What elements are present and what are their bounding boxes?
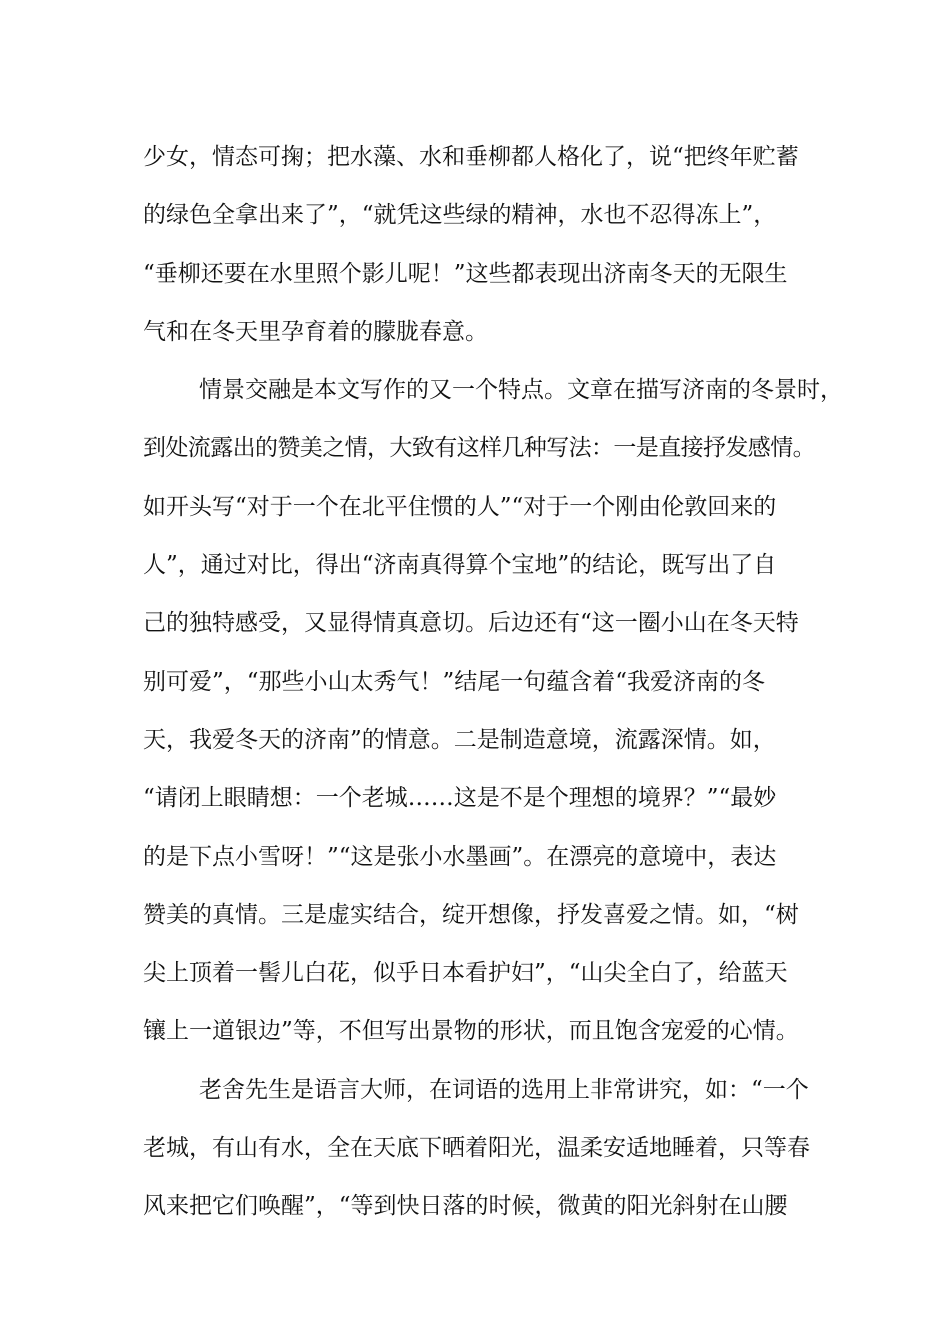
text-line: “请闭上眼睛想：一个老城……这是不是个理想的境界？”“最妙 <box>143 785 777 812</box>
text-line: 老城，有山有水，全在天底下晒着阳光，温柔安适地睡着，只等春 <box>143 1135 810 1162</box>
text-line: 气和在冬天里孕育着的朦胧春意。 <box>143 318 488 345</box>
text-line: 的是下点小雪呀！”“这是张小水墨画”。在漂亮的意境中，表达 <box>143 843 777 870</box>
text-line: 的绿色全拿出来了”，“就凭这些绿的精神，水也不忍得冻上”， <box>143 202 777 229</box>
body-text <box>143 128 843 1236</box>
text-line: 别可爱”，“那些小山太秀气！”结尾一句蕴含着“我爱济南的冬 <box>143 668 766 695</box>
text-line: 少女，情态可掬；把水藻、水和垂柳都人格化了，说“把终年贮蓄 <box>143 144 799 170</box>
text-line: 赞美的真情。三是虚实结合，绽开想像，抒发喜爱之情。如，“树 <box>143 901 799 928</box>
text-line: 己的独特感受，又显得情真意切。后边还有“这一圈小山在冬天特 <box>143 610 799 637</box>
text-line: 如开头写“对于一个在北平住惯的人”“对于一个刚由伦敦回来的 <box>143 493 777 520</box>
text-line: 天，我爱冬天的济南”的情意。二是制造意境，流露深情。如， <box>143 726 776 753</box>
text-line: 风来把它们唤醒”，“等到快日落的时候，微黄的阳光斜射在山腰 <box>143 1193 788 1220</box>
text-line: 到处流露出的赞美之情，大致有这样几种写法：一是直接抒发感情。 <box>143 435 816 462</box>
paragraph-first-line: 情景交融是本文写作的又一个特点。文章在描写济南的冬景时， <box>199 377 843 404</box>
text-line: 镶上一道银边”等，不但写出景物的形状，而且饱含宠爱的心情。 <box>143 1018 799 1045</box>
paragraph-first-line: 老舍先生是语言大师，在词语的选用上非常讲究，如：“一个 <box>199 1076 809 1103</box>
text-line: “垂柳还要在水里照个影儿呢！”这些都表现出济南冬天的无限生 <box>143 260 788 287</box>
text-line: 人”，通过对比，得出“济南真得算个宝地”的结论，既写出了自 <box>143 552 777 579</box>
text-line: 尖上顶着一髻儿白花，似乎日本看护妇”，“山尖全白了，给蓝天 <box>143 960 788 987</box>
